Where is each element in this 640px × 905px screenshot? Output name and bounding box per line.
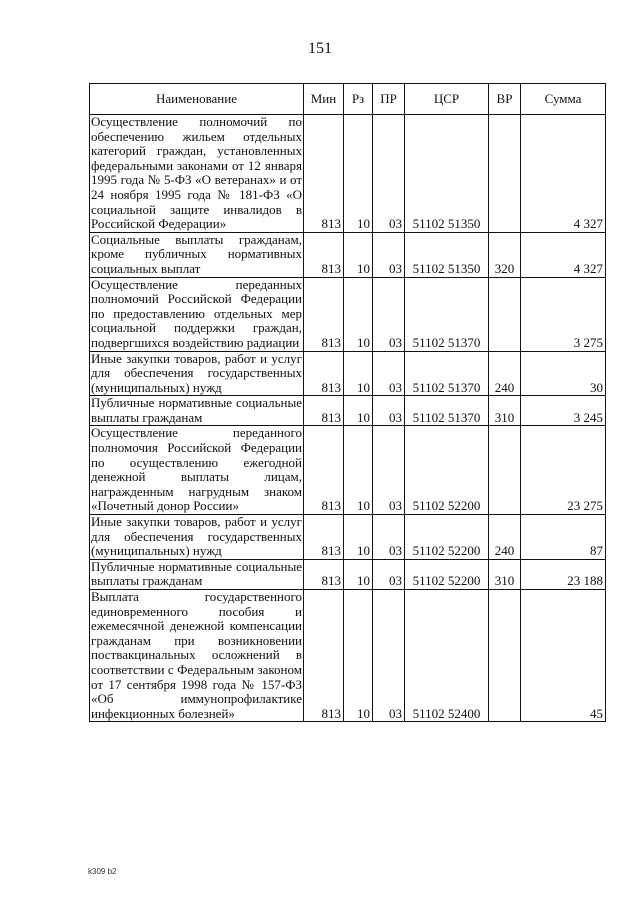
row-csr: 51102 51370	[405, 277, 489, 351]
row-csr: 51102 52400	[405, 590, 489, 722]
header-vr: ВР	[489, 84, 521, 115]
row-min: 813	[304, 232, 344, 277]
row-rz: 10	[344, 277, 373, 351]
row-name: Осуществление полномочий по обеспечению жильем отдельных категорий граждан, установленных федеральными законами от 12 января 1995 года № 5-ФЗ «О ветеранах» и от 24 ноября 1995 года № 181-ФЗ «О социальной защите инвалидов в Российской Федерации»	[91, 114, 302, 232]
row-rz: 10	[344, 515, 373, 560]
row-pr: 03	[373, 396, 405, 426]
row-vr	[489, 277, 521, 351]
row-csr: 51102 51350	[405, 232, 489, 277]
row-pr: 03	[373, 277, 405, 351]
row-sum: 4 327	[521, 232, 606, 277]
row-pr: 03	[373, 351, 405, 396]
row-name: Социальные выплаты гражданам, кроме публичных нормативных социальных выплат	[91, 232, 302, 276]
table-row	[90, 559, 606, 589]
row-pr: 03	[373, 115, 405, 233]
row-min: 813	[304, 277, 344, 351]
row-vr	[489, 115, 521, 233]
row-pr: 03	[373, 515, 405, 560]
table-row	[90, 232, 606, 277]
row-min: 813	[304, 396, 344, 426]
row-pr: 03	[373, 559, 405, 589]
row-name: Публичные нормативные социальные выплаты гражданам	[91, 559, 302, 589]
row-pr: 03	[373, 426, 405, 515]
row-sum: 23 275	[521, 426, 606, 515]
row-csr: 51102 52200	[405, 559, 489, 589]
row-name: Выплата государственного единовременного пособия и ежемесячной денежной компенсации гражданам при возникновении поствакцинальных осложнений в соответствии с Федеральным законом от 17 сентября 1998 года № 157-ФЗ «Об иммунопрофилактике инфекционных болезней»	[91, 589, 302, 721]
row-csr: 51102 51370	[405, 396, 489, 426]
row-sum: 4 327	[521, 115, 606, 233]
row-name: Иные закупки товаров, работ и услуг для обеспечения государственных (муниципальных) нужд	[91, 514, 302, 559]
table-row	[90, 590, 606, 722]
row-sum: 30	[521, 351, 606, 396]
row-sum: 87	[521, 515, 606, 560]
table-row	[90, 396, 606, 426]
row-sum: 3 275	[521, 277, 606, 351]
row-min: 813	[304, 426, 344, 515]
row-min: 813	[304, 351, 344, 396]
row-csr: 51102 52200	[405, 515, 489, 560]
row-sum: 3 245	[521, 396, 606, 426]
row-csr: 51102 51350	[405, 115, 489, 233]
row-vr: 240	[489, 515, 521, 560]
header-csr: ЦСР	[405, 84, 489, 115]
header-sum: Сумма	[521, 84, 606, 115]
row-rz: 10	[344, 426, 373, 515]
header-name: Наименование	[90, 84, 304, 115]
row-vr: 240	[489, 351, 521, 396]
row-rz: 10	[344, 590, 373, 722]
table-row	[90, 515, 606, 560]
table-row	[90, 277, 606, 351]
row-rz: 10	[344, 115, 373, 233]
row-sum: 45	[521, 590, 606, 722]
table-row	[90, 115, 606, 233]
row-vr	[489, 590, 521, 722]
row-name: Иные закупки товаров, работ и услуг для обеспечения государственных (муниципальных) нужд	[91, 351, 302, 395]
header-rz: Рз	[344, 84, 373, 115]
row-pr: 03	[373, 590, 405, 722]
budget-table	[89, 83, 606, 722]
row-vr: 310	[489, 559, 521, 589]
header-min: Мин	[304, 84, 344, 115]
row-rz: 10	[344, 232, 373, 277]
row-rz: 10	[344, 351, 373, 396]
row-rz: 10	[344, 396, 373, 426]
row-vr	[489, 426, 521, 515]
page-number: 151	[308, 40, 332, 57]
row-name: Публичные нормативные социальные выплаты гражданам	[91, 395, 302, 425]
row-name: Осуществление переданных полномочий Российской Федерации по предоставлению отдельных мер социальной поддержки граждан, подвергшихся воздействию радиации	[91, 277, 302, 350]
table-row	[90, 426, 606, 515]
row-csr: 51102 51370	[405, 351, 489, 396]
row-min: 813	[304, 590, 344, 722]
row-sum: 23 188	[521, 559, 606, 589]
row-min: 813	[304, 559, 344, 589]
table-header-row	[90, 84, 606, 115]
footer-code: k309 b2	[88, 867, 117, 876]
row-rz: 10	[344, 559, 373, 589]
table-row	[90, 351, 606, 396]
header-pr: ПР	[373, 84, 405, 115]
row-pr: 03	[373, 232, 405, 277]
row-vr: 310	[489, 396, 521, 426]
row-csr: 51102 52200	[405, 426, 489, 515]
row-vr: 320	[489, 232, 521, 277]
row-min: 813	[304, 515, 344, 560]
row-name: Осуществление переданного полномочия Российской Федерации по осуществлению ежегодной денежной выплаты лицам, награжденным нагрудным знаком «Почетный донор России»	[91, 425, 302, 514]
row-min: 813	[304, 115, 344, 233]
